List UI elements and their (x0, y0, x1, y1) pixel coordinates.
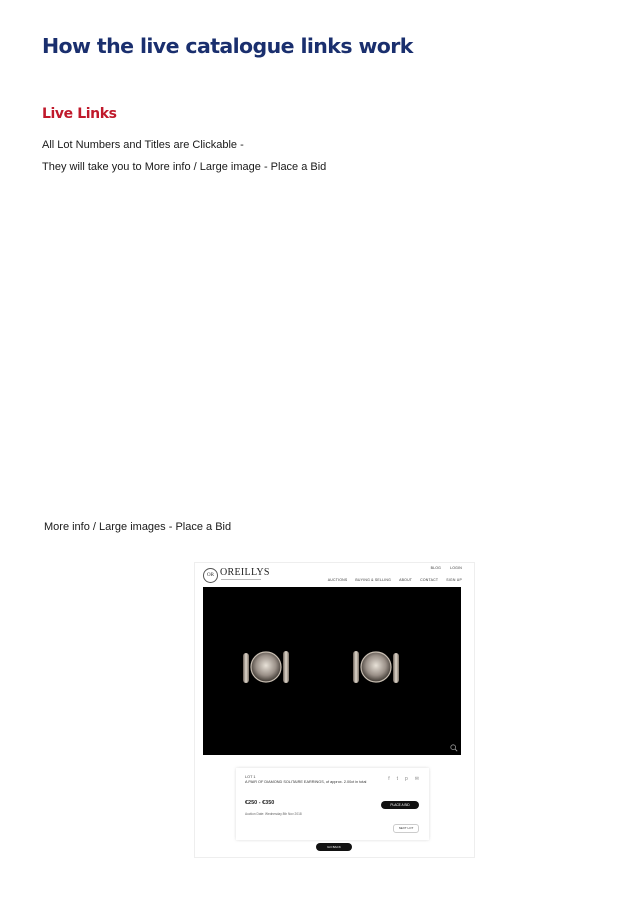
next-lot-button[interactable]: NEXT LOT (393, 824, 419, 833)
share-icons (388, 776, 419, 782)
page-title: How the live catalogue links work (42, 34, 413, 58)
instruction-line-destinations: They will take you to More info / Large image - Place a Bid (42, 161, 327, 173)
lot-page-screenshot (195, 563, 474, 857)
magnifier-icon[interactable] (450, 744, 458, 752)
top-links (431, 566, 462, 570)
logo-mark: OR (203, 568, 218, 583)
nav-auctions[interactable]: AUCTIONS (327, 578, 348, 582)
top-link-login[interactable]: LOGIN (450, 566, 462, 570)
lot-details-card (236, 768, 429, 840)
screenshot-caption: More info / Large images - Place a Bid (44, 521, 232, 533)
site-header (195, 563, 474, 587)
earring-left-image (241, 647, 291, 687)
section-heading-live-links: Live Links (42, 106, 117, 122)
logo-underline (221, 579, 261, 580)
go-back-button[interactable]: GO BACK (316, 843, 352, 851)
site-logo: OREILLYS (220, 567, 270, 578)
instruction-line-clickable: All Lot Numbers and Titles are Clickable - (42, 139, 244, 151)
top-link-blog[interactable]: BLOG (430, 566, 442, 570)
nav-contact[interactable]: CONTACT (420, 578, 439, 582)
nav-about[interactable]: ABOUT (399, 578, 413, 582)
lot-title: A PAIR OF DIAMOND SOLITAIRE EARRINGS, of approx. 2.00ct in total (245, 780, 367, 784)
site-nav (328, 578, 462, 582)
twitter-icon[interactable]: t (396, 776, 399, 782)
nav-buying-selling[interactable]: BUYING & SELLING (355, 578, 392, 582)
lot-estimate: €250 - €350 (245, 800, 275, 806)
pinterest-icon[interactable]: p (405, 776, 408, 782)
lot-image[interactable] (203, 587, 461, 755)
email-icon[interactable]: ✉ (414, 776, 419, 782)
lot-number: LOT 1 (245, 775, 256, 779)
place-bid-button[interactable]: PLACE A BID (381, 801, 419, 809)
nav-sign-up[interactable]: SIGN UP (446, 578, 462, 582)
auction-date: Auction Date: Wednesday 8th Nov 2018 (245, 812, 302, 816)
earring-right-image (351, 647, 401, 687)
facebook-icon[interactable]: f (388, 776, 390, 782)
